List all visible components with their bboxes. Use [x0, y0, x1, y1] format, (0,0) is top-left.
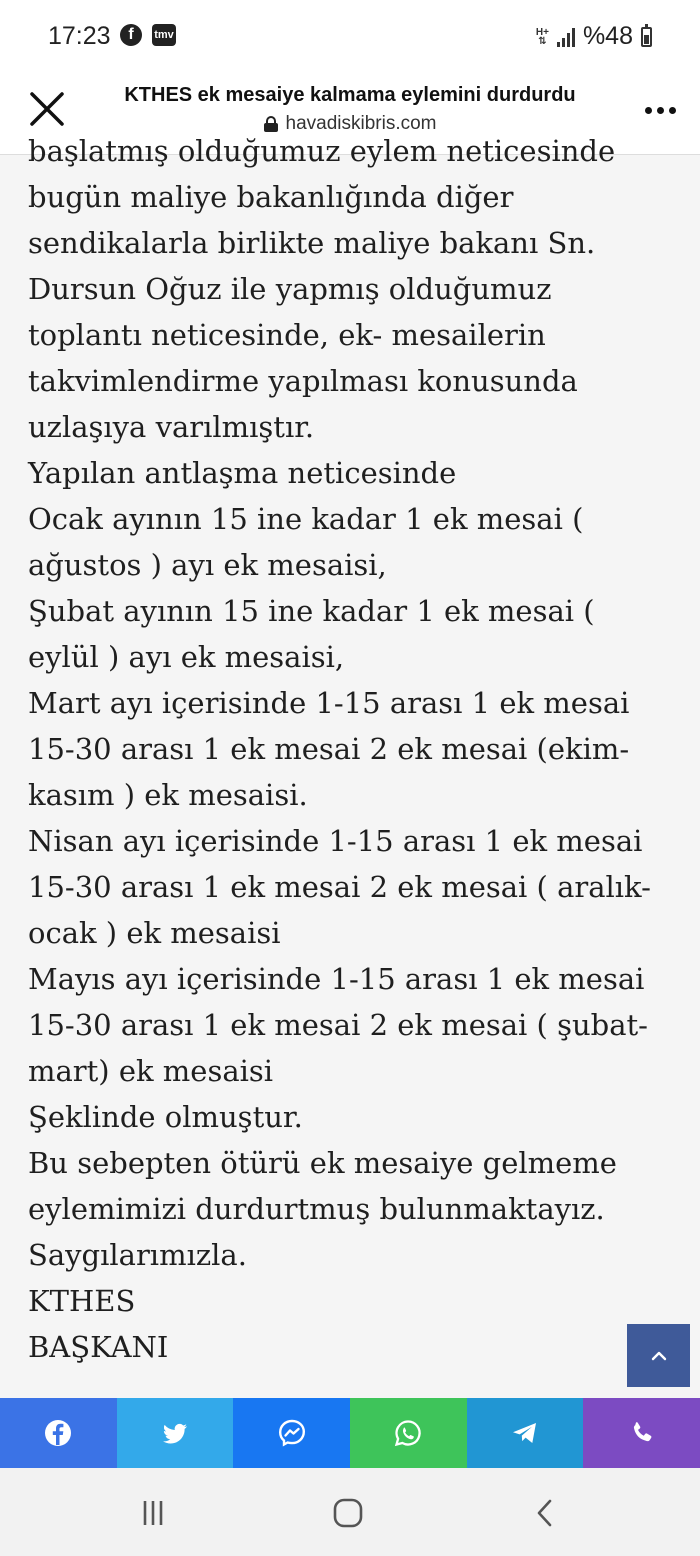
- article-line: takvimlendirme yapılması konusunda: [28, 364, 578, 398]
- signal-icon: [557, 27, 575, 47]
- article-line: bugün maliye bakanlığında diğer: [28, 180, 514, 214]
- article-line: toplantı neticesinde, ek- mesailerin: [28, 318, 546, 352]
- article-line: eylemimizi durdurtmuş bulunmaktayız.: [28, 1192, 605, 1226]
- article-line: uzlaşıya varılmıştır.: [28, 410, 315, 444]
- share-messenger-button[interactable]: [233, 1398, 350, 1468]
- close-button[interactable]: [22, 84, 72, 134]
- share-whatsapp-button[interactable]: [350, 1398, 467, 1468]
- article-line: 15-30 arası 1 ek mesai 2 ek mesai ( aralık-: [28, 870, 651, 904]
- notification-icons: [120, 24, 176, 46]
- article-line: Saygılarımızla.: [28, 1238, 247, 1272]
- article-line: sendikalarla birlikte maliye bakanı Sn.: [28, 226, 596, 260]
- recent-apps-button[interactable]: [133, 1496, 173, 1530]
- messenger-icon: [277, 1418, 307, 1448]
- article-line: Mayıs ayı içerisinde 1-15 arası 1 ek mesai: [28, 962, 645, 996]
- article-line: Bu sebepten ötürü ek mesaiye gelmeme: [28, 1146, 617, 1180]
- facebook-icon: [43, 1418, 73, 1448]
- home-button[interactable]: [328, 1496, 368, 1530]
- app-notification-icon: tmv: [152, 24, 176, 46]
- article-line: BAŞKANI: [28, 1330, 169, 1364]
- article-line: Şubat ayının 15 ine kadar 1 ek mesai (: [28, 594, 595, 628]
- back-button[interactable]: [525, 1496, 565, 1530]
- facebook-notification-icon: f: [120, 24, 142, 46]
- telegram-icon: [510, 1418, 540, 1448]
- article-line: Ocak ayının 15 ine kadar 1 ek mesai (: [28, 502, 584, 536]
- scroll-to-top-button[interactable]: [627, 1324, 690, 1387]
- navigation-bar: [0, 1468, 700, 1556]
- article-line: Mart ayı içerisinde 1-15 arası 1 ek mesai: [28, 686, 630, 720]
- share-facebook-button[interactable]: [0, 1398, 117, 1468]
- article-line: KTHES: [28, 1284, 136, 1318]
- article-line: Nisan ayı içerisinde 1-15 arası 1 ek mesai: [28, 824, 643, 858]
- domain-text: havadiskibris.com: [285, 113, 437, 134]
- status-time: 17:23: [48, 22, 111, 50]
- more-options-button[interactable]: [638, 90, 682, 130]
- page-title: KTHES ek mesaiye kalmama eylemini durdurdu: [124, 84, 576, 106]
- article-line: Şeklinde olmuştur.: [28, 1100, 303, 1134]
- phone-icon: [627, 1418, 657, 1448]
- battery-percentage: %48: [582, 22, 633, 50]
- article-viewport[interactable]: [0, 134, 700, 1398]
- article-line: Yapılan antlaşma neticesinde: [28, 456, 457, 490]
- share-twitter-button[interactable]: [117, 1398, 234, 1468]
- article-line: kasım ) ek mesaisi.: [28, 778, 308, 812]
- article-line: Dursun Oğuz ile yapmış olduğumuz: [28, 272, 552, 306]
- more-dots-icon: [645, 107, 652, 114]
- mobile-data-icon: H+ ⇅: [535, 26, 549, 47]
- article-body: [28, 128, 678, 1370]
- back-icon: [534, 1498, 556, 1528]
- share-viber-button[interactable]: [583, 1398, 700, 1468]
- article-line: ağustos ) ayı ek mesaisi,: [28, 548, 387, 582]
- whatsapp-icon: [393, 1418, 423, 1448]
- article-line: mart) ek mesaisi: [28, 1054, 274, 1088]
- article-line: başlatmış olduğumuz eylem neticesinde: [28, 134, 616, 168]
- chevron-up-icon: [650, 1350, 668, 1362]
- status-indicators: [536, 22, 652, 51]
- home-icon: [332, 1497, 364, 1529]
- article-line: 15-30 arası 1 ek mesai 2 ek mesai (ekim-: [28, 732, 630, 766]
- battery-icon: [641, 27, 652, 47]
- status-bar: [0, 0, 700, 72]
- close-icon: [29, 91, 65, 127]
- twitter-icon: [160, 1418, 190, 1448]
- share-telegram-button[interactable]: [467, 1398, 584, 1468]
- article-line: ocak ) ek mesaisi: [28, 916, 281, 950]
- article-line: eylül ) ayı ek mesaisi,: [28, 640, 345, 674]
- recent-apps-icon: [138, 1498, 168, 1528]
- share-bar: [0, 1398, 700, 1468]
- article-line: 15-30 arası 1 ek mesai 2 ek mesai ( şubat-: [28, 1008, 648, 1042]
